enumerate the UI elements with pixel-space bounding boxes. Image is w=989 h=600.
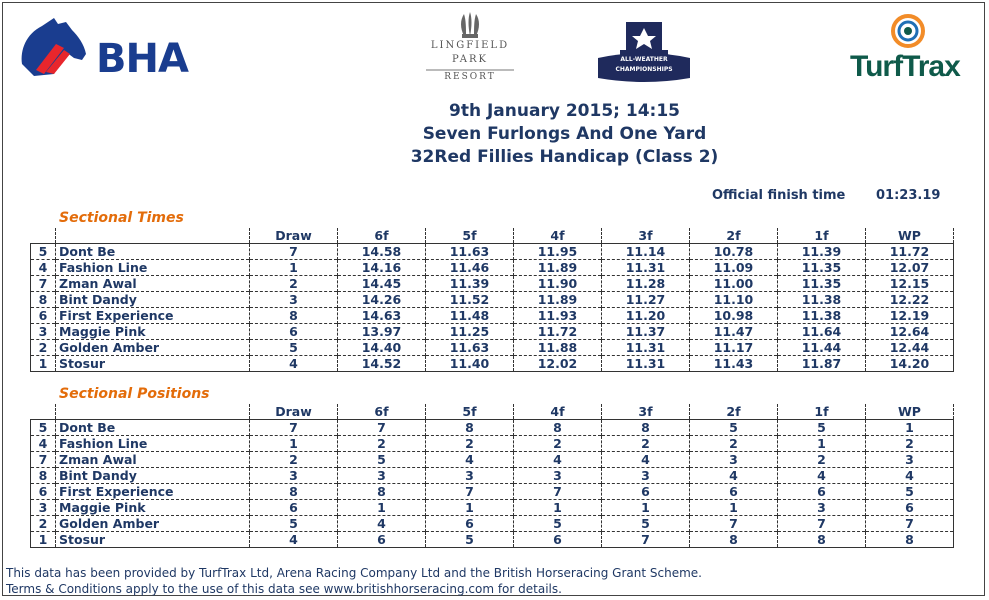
turftrax-logo-text: TurfTrax — [850, 50, 960, 83]
value-cell: 11.27 — [602, 292, 690, 308]
value-cell: 12.64 — [866, 324, 954, 340]
value-cell: 3 — [690, 452, 778, 468]
value-cell: 1 — [250, 436, 338, 452]
value-cell: 1 — [250, 260, 338, 276]
sectional-times-title: Sectional Times — [59, 210, 184, 226]
header-blank — [56, 228, 250, 244]
value-cell: 14.26 — [338, 292, 426, 308]
race-header — [0, 100, 989, 169]
value-cell: 11.64 — [778, 324, 866, 340]
value-cell: 3 — [778, 500, 866, 516]
horse-name-cell: Stosur — [56, 532, 250, 548]
column-header: 4f — [514, 228, 602, 244]
finish-position-cell: 8 — [31, 468, 56, 484]
value-cell: 12.15 — [866, 276, 954, 292]
turftrax-logo — [850, 14, 972, 84]
value-cell: 12.02 — [514, 356, 602, 372]
value-cell: 11.44 — [778, 340, 866, 356]
finish-position-cell: 7 — [31, 452, 56, 468]
table-header-row — [31, 228, 954, 244]
value-cell: 8 — [250, 308, 338, 324]
column-header: 6f — [338, 228, 426, 244]
value-cell: 8 — [250, 484, 338, 500]
table-row — [31, 484, 954, 500]
finish-position-cell: 1 — [31, 356, 56, 372]
value-cell: 3 — [250, 468, 338, 484]
feathers-crest-icon — [420, 10, 520, 40]
sectional-positions-table — [30, 404, 954, 548]
value-cell: 2 — [690, 436, 778, 452]
all-weather-championships-logo — [596, 18, 692, 86]
finish-position-cell: 3 — [31, 500, 56, 516]
sectional-times-table — [30, 228, 954, 372]
value-cell: 14.63 — [338, 308, 426, 324]
value-cell: 2 — [602, 436, 690, 452]
table-row — [31, 468, 954, 484]
value-cell: 3 — [514, 468, 602, 484]
finish-position-cell: 6 — [31, 484, 56, 500]
value-cell: 11.00 — [690, 276, 778, 292]
value-cell: 1 — [602, 500, 690, 516]
value-cell: 8 — [866, 532, 954, 548]
value-cell: 11.95 — [514, 244, 602, 260]
horse-name-cell: Stosur — [56, 356, 250, 372]
value-cell: 11.14 — [602, 244, 690, 260]
horse-name-cell: Golden Amber — [56, 516, 250, 532]
value-cell: 11.87 — [778, 356, 866, 372]
value-cell: 11.38 — [778, 308, 866, 324]
column-header: 3f — [602, 404, 690, 420]
value-cell: 12.07 — [866, 260, 954, 276]
value-cell: 7 — [338, 420, 426, 436]
value-cell: 3 — [426, 468, 514, 484]
value-cell: 1 — [338, 500, 426, 516]
value-cell: 1 — [690, 500, 778, 516]
column-header: Draw — [250, 228, 338, 244]
column-header: 3f — [602, 228, 690, 244]
value-cell: 6 — [866, 500, 954, 516]
value-cell: 11.31 — [602, 356, 690, 372]
column-header: 2f — [690, 228, 778, 244]
value-cell: 5 — [602, 516, 690, 532]
finish-position-cell: 6 — [31, 308, 56, 324]
value-cell: 5 — [426, 532, 514, 548]
value-cell: 2 — [250, 276, 338, 292]
value-cell: 8 — [514, 420, 602, 436]
lingfield-line1: LINGFIELD — [430, 40, 510, 51]
value-cell: 11.46 — [426, 260, 514, 276]
value-cell: 5 — [250, 516, 338, 532]
horse-name-cell: Golden Amber — [56, 340, 250, 356]
value-cell: 4 — [250, 532, 338, 548]
table-row — [31, 276, 954, 292]
value-cell: 4 — [338, 516, 426, 532]
horse-name-cell: First Experience — [56, 308, 250, 324]
table-row — [31, 340, 954, 356]
column-header: 5f — [426, 228, 514, 244]
table-row — [31, 532, 954, 548]
value-cell: 5 — [338, 452, 426, 468]
value-cell: 14.45 — [338, 276, 426, 292]
value-cell: 1 — [866, 420, 954, 436]
value-cell: 14.52 — [338, 356, 426, 372]
value-cell: 11.38 — [778, 292, 866, 308]
column-header: 2f — [690, 404, 778, 420]
value-cell: 8 — [426, 420, 514, 436]
value-cell: 11.20 — [602, 308, 690, 324]
value-cell: 4 — [778, 468, 866, 484]
table-row — [31, 420, 954, 436]
value-cell: 11.47 — [690, 324, 778, 340]
horse-name-cell: Bint Dandy — [56, 292, 250, 308]
value-cell: 11.89 — [514, 260, 602, 276]
value-cell: 11.52 — [426, 292, 514, 308]
horse-name-cell: First Experience — [56, 484, 250, 500]
value-cell: 6 — [250, 324, 338, 340]
value-cell: 5 — [778, 420, 866, 436]
lingfield-line2: PARK — [451, 54, 489, 65]
value-cell: 13.97 — [338, 324, 426, 340]
table-row — [31, 500, 954, 516]
value-cell: 6 — [426, 516, 514, 532]
finish-position-cell: 7 — [31, 276, 56, 292]
header-blank — [31, 228, 56, 244]
value-cell: 11.10 — [690, 292, 778, 308]
value-cell: 7 — [514, 484, 602, 500]
value-cell: 7 — [426, 484, 514, 500]
finish-position-cell: 1 — [31, 532, 56, 548]
horse-name-cell: Zman Awal — [56, 452, 250, 468]
value-cell: 2 — [866, 436, 954, 452]
value-cell: 11.43 — [690, 356, 778, 372]
value-cell: 5 — [514, 516, 602, 532]
finish-position-cell: 5 — [31, 420, 56, 436]
value-cell: 7 — [250, 244, 338, 260]
value-cell: 3 — [338, 468, 426, 484]
column-header: 4f — [514, 404, 602, 420]
table-row — [31, 452, 954, 468]
value-cell: 11.72 — [514, 324, 602, 340]
value-cell: 11.72 — [866, 244, 954, 260]
value-cell: 12.22 — [866, 292, 954, 308]
value-cell: 11.63 — [426, 340, 514, 356]
table-row — [31, 356, 954, 372]
value-cell: 11.09 — [690, 260, 778, 276]
value-cell: 11.39 — [426, 276, 514, 292]
value-cell: 14.58 — [338, 244, 426, 260]
table-row — [31, 516, 954, 532]
value-cell: 4 — [866, 468, 954, 484]
value-cell: 5 — [866, 484, 954, 500]
column-header: Draw — [250, 404, 338, 420]
value-cell: 4 — [602, 452, 690, 468]
aw-line1: ALL-WEATHER — [620, 56, 668, 63]
race-distance: Seven Furlongs And One Yard — [422, 124, 707, 144]
table-row — [31, 308, 954, 324]
value-cell: 8 — [778, 532, 866, 548]
value-cell: 11.40 — [426, 356, 514, 372]
column-header: 1f — [778, 228, 866, 244]
column-header: WP — [866, 404, 954, 420]
value-cell: 11.63 — [426, 244, 514, 260]
bha-logo — [14, 14, 189, 82]
finish-position-cell: 8 — [31, 292, 56, 308]
value-cell: 4 — [426, 452, 514, 468]
value-cell: 14.20 — [866, 356, 954, 372]
table-row — [31, 244, 954, 260]
trophy-shield-icon — [596, 18, 692, 86]
value-cell: 2 — [514, 436, 602, 452]
finish-time-value: 01:23.19 — [876, 188, 941, 203]
footer-terms: Terms & Conditions apply to the use of this data see www.britishhorseracing.com for details. — [6, 582, 562, 596]
value-cell: 6 — [250, 500, 338, 516]
value-cell: 11.31 — [602, 340, 690, 356]
value-cell: 11.89 — [514, 292, 602, 308]
value-cell: 2 — [250, 452, 338, 468]
value-cell: 11.31 — [602, 260, 690, 276]
value-cell: 11.37 — [602, 324, 690, 340]
value-cell: 7 — [690, 516, 778, 532]
value-cell: 8 — [690, 532, 778, 548]
value-cell: 5 — [690, 420, 778, 436]
value-cell: 7 — [866, 516, 954, 532]
column-header: 1f — [778, 404, 866, 420]
value-cell: 3 — [250, 292, 338, 308]
value-cell: 11.48 — [426, 308, 514, 324]
value-cell: 1 — [426, 500, 514, 516]
table-header-row — [31, 404, 954, 420]
header-blank — [56, 404, 250, 420]
column-header: 6f — [338, 404, 426, 420]
horse-name-cell: Zman Awal — [56, 276, 250, 292]
column-header: WP — [866, 228, 954, 244]
value-cell: 4 — [514, 452, 602, 468]
horse-name-cell: Maggie Pink — [56, 324, 250, 340]
value-cell: 11.25 — [426, 324, 514, 340]
value-cell: 11.39 — [778, 244, 866, 260]
value-cell: 8 — [602, 420, 690, 436]
value-cell: 7 — [602, 532, 690, 548]
table-row — [31, 324, 954, 340]
lingfield-line3: RESORT — [444, 72, 496, 82]
race-date-time: 9th January 2015; 14:15 — [449, 101, 680, 121]
footer-credit: This data has been provided by TurfTrax Ltd, Arena Racing Company Ltd and the British Horseracing Grant Scheme. — [6, 566, 702, 580]
value-cell: 6 — [690, 484, 778, 500]
horse-name-cell: Dont Be — [56, 420, 250, 436]
value-cell: 12.44 — [866, 340, 954, 356]
lingfield-park-logo — [420, 10, 520, 88]
horse-name-cell: Dont Be — [56, 244, 250, 260]
finish-position-cell: 4 — [31, 260, 56, 276]
value-cell: 11.90 — [514, 276, 602, 292]
value-cell: 4 — [690, 468, 778, 484]
table-row — [31, 260, 954, 276]
value-cell: 2 — [426, 436, 514, 452]
value-cell: 11.88 — [514, 340, 602, 356]
value-cell: 14.40 — [338, 340, 426, 356]
value-cell: 5 — [250, 340, 338, 356]
value-cell: 6 — [602, 484, 690, 500]
value-cell: 6 — [338, 532, 426, 548]
value-cell: 1 — [514, 500, 602, 516]
finish-time-label: Official finish time — [712, 188, 846, 203]
value-cell: 12.19 — [866, 308, 954, 324]
value-cell: 10.98 — [690, 308, 778, 324]
value-cell: 4 — [250, 356, 338, 372]
horse-name-cell: Fashion Line — [56, 260, 250, 276]
finish-position-cell: 3 — [31, 324, 56, 340]
horse-name-cell: Fashion Line — [56, 436, 250, 452]
sectional-positions-title: Sectional Positions — [59, 386, 210, 402]
column-header: 5f — [426, 404, 514, 420]
finish-position-cell: 5 — [31, 244, 56, 260]
table-row — [31, 436, 954, 452]
horse-head-icon — [14, 14, 94, 82]
finish-position-cell: 2 — [31, 516, 56, 532]
value-cell: 11.17 — [690, 340, 778, 356]
value-cell: 10.78 — [690, 244, 778, 260]
value-cell: 6 — [514, 532, 602, 548]
value-cell: 7 — [778, 516, 866, 532]
value-cell: 1 — [778, 436, 866, 452]
horse-name-cell: Bint Dandy — [56, 468, 250, 484]
value-cell: 11.93 — [514, 308, 602, 324]
value-cell: 7 — [250, 420, 338, 436]
finish-position-cell: 2 — [31, 340, 56, 356]
value-cell: 11.35 — [778, 260, 866, 276]
aw-line2: CHAMPIONSHIPS — [615, 66, 673, 73]
table-row — [31, 292, 954, 308]
race-name: 32Red Fillies Handicap (Class 2) — [410, 147, 719, 167]
value-cell: 11.35 — [778, 276, 866, 292]
value-cell: 11.28 — [602, 276, 690, 292]
target-icon — [888, 14, 928, 48]
value-cell: 2 — [338, 436, 426, 452]
value-cell: 2 — [778, 452, 866, 468]
value-cell: 3 — [602, 468, 690, 484]
value-cell: 8 — [338, 484, 426, 500]
bha-logo-text: BHA — [96, 36, 188, 82]
horse-name-cell: Maggie Pink — [56, 500, 250, 516]
value-cell: 14.16 — [338, 260, 426, 276]
finish-position-cell: 4 — [31, 436, 56, 452]
header-blank — [31, 404, 56, 420]
value-cell: 6 — [778, 484, 866, 500]
value-cell: 3 — [866, 452, 954, 468]
